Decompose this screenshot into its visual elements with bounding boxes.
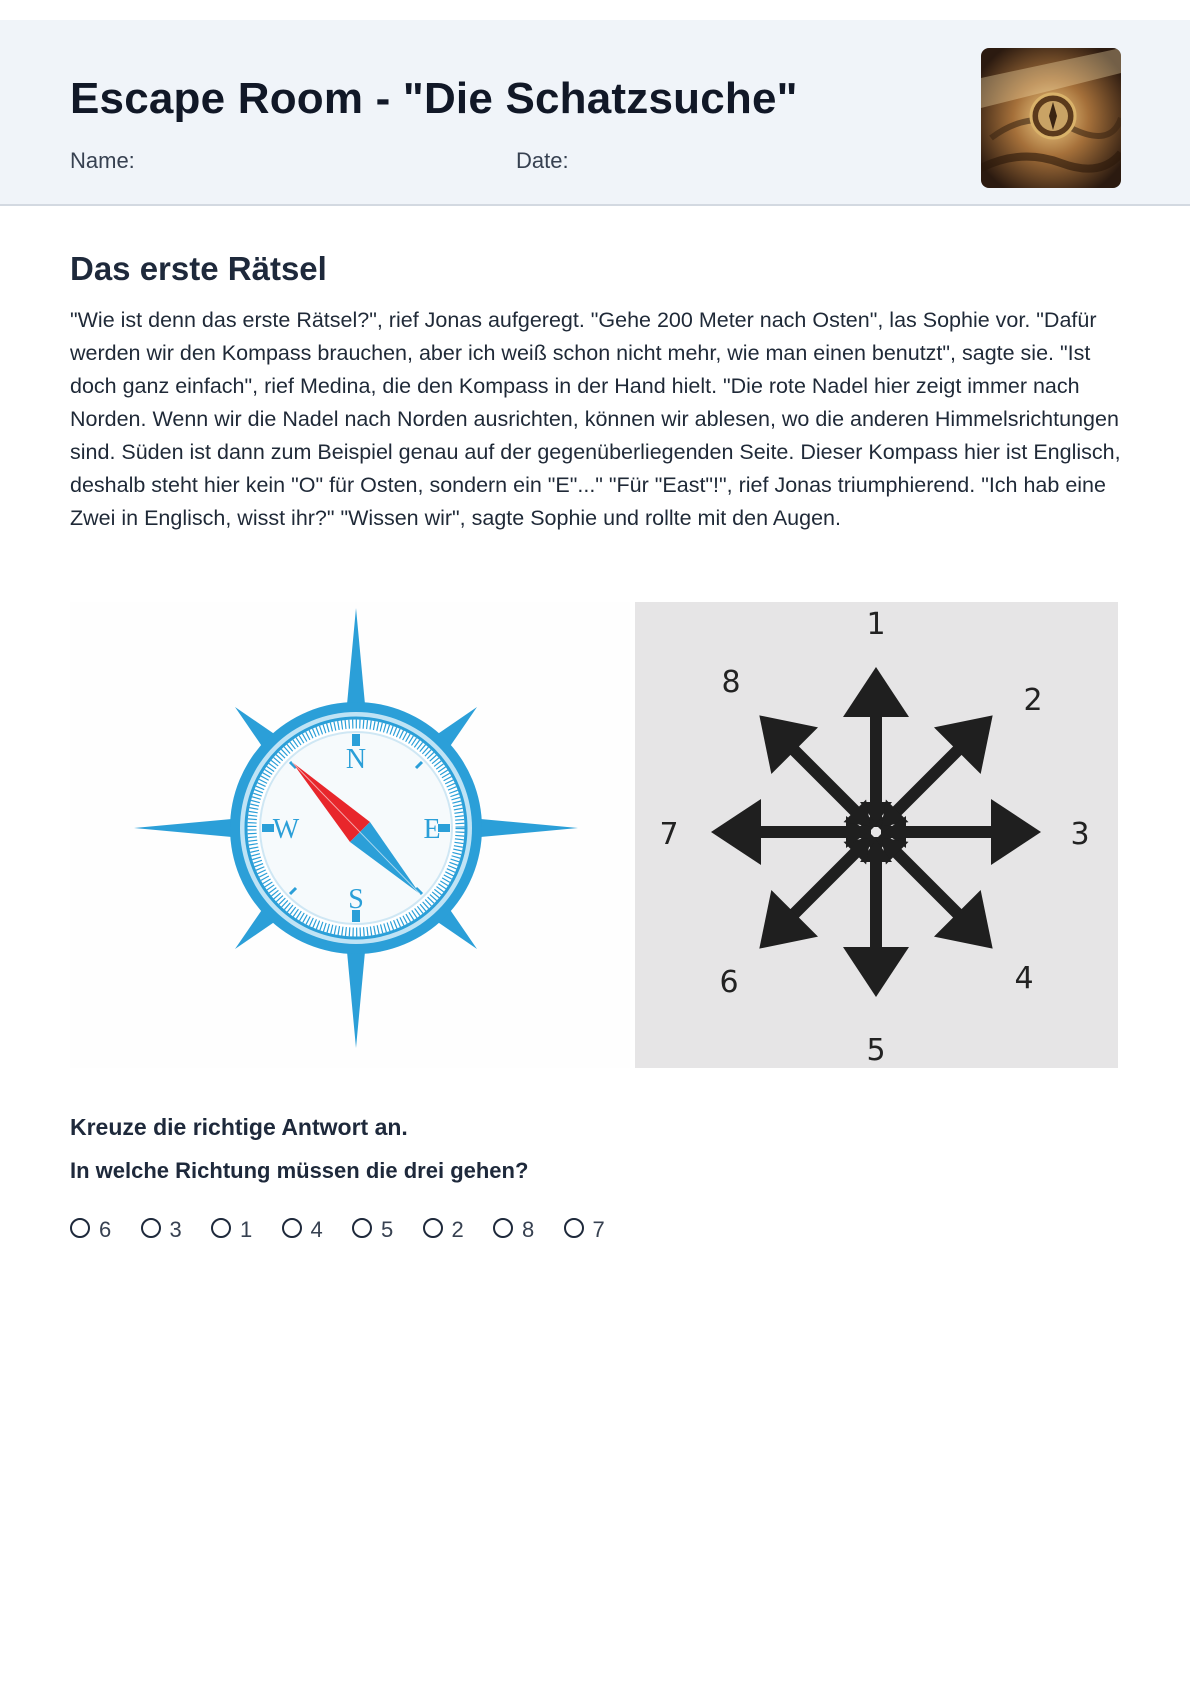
option-label: 4 [310, 1217, 323, 1242]
option-label: 8 [522, 1217, 535, 1242]
radio-button[interactable] [282, 1218, 302, 1238]
option-label: 6 [99, 1217, 112, 1242]
story-paragraph: "Wie ist denn das erste Rätsel?", rief Jonas aufgeregt. "Gehe 200 Meter nach Osten", las Sophie vor. "Dafür werden wir den Kompass brauchen, aber ich weiß schon nicht mehr, wie man einen benutzt", sagte sie. "Ist doch ganz einfach", rief Medina, die den Kompass in der Hand hielt. "Die rote Nadel hier zeigt immer nach Norden. Wenn wir die Nadel nach Norden ausrichten, können wir ablesen, wo die anderen Himmelsrichtungen sind. Süden ist dann zum Beispiel genau auf der gegenüberliegenden Seite. Dieser Kompass hier ist Englisch, deshalb steht hier kein "O" für Osten, sondern ein "E"..." "Für "East"!", rief Jonas triumphierend. "Ich hab eine Zwei in Englisch, wisst ihr?" "Wissen wir", sagte Sophie und rollte mit den Augen. [70, 308, 1121, 530]
option-label: 2 [451, 1217, 464, 1242]
answer-option-3[interactable] [141, 1213, 212, 1243]
arrow-label-8: 8 [721, 665, 741, 700]
answer-option-2[interactable] [423, 1213, 494, 1243]
section-heading: Das erste Rätsel [70, 250, 327, 287]
arrow-label-5: 5 [866, 1033, 886, 1068]
worksheet-header [0, 20, 1190, 206]
answer-option-6[interactable] [70, 1213, 141, 1243]
answer-option-8[interactable] [493, 1213, 564, 1243]
compass-letter-north: N [345, 744, 367, 775]
radio-button[interactable] [141, 1218, 161, 1238]
radio-button[interactable] [564, 1218, 584, 1238]
direction-arrows-image [635, 602, 1118, 1068]
question-text: In welche Richtung müssen die drei gehen? [70, 1158, 529, 1183]
answer-option-5[interactable] [352, 1213, 423, 1243]
page-title: Escape Room - "Die Schatzsuche" [70, 74, 798, 123]
radio-button[interactable] [493, 1218, 513, 1238]
arrow-label-7: 7 [659, 817, 679, 852]
radio-button[interactable] [211, 1218, 231, 1238]
compass-letter-south: S [348, 884, 364, 915]
instruction-text: Kreuze die richtige Antwort an. [70, 1114, 408, 1140]
answer-option-7[interactable] [564, 1213, 635, 1243]
arrow-label-2: 2 [1023, 683, 1043, 718]
radio-button[interactable] [70, 1218, 90, 1238]
option-label: 3 [169, 1217, 182, 1242]
compass-letter-east: E [423, 814, 441, 845]
answer-options [70, 1213, 634, 1243]
arrow-label-4: 4 [1014, 961, 1034, 996]
radio-button[interactable] [352, 1218, 372, 1238]
compass-image [70, 602, 630, 1068]
answer-option-1[interactable] [211, 1213, 282, 1243]
name-label: Name: [70, 148, 135, 173]
arrow-label-3: 3 [1070, 817, 1090, 852]
arrow-label-6: 6 [719, 965, 739, 1000]
treasure-map-image [981, 48, 1121, 188]
option-label: 5 [381, 1217, 394, 1242]
compass-letter-west: W [272, 814, 300, 845]
radio-button[interactable] [423, 1218, 443, 1238]
option-label: 7 [592, 1217, 605, 1242]
option-label: 1 [240, 1217, 253, 1242]
date-label: Date: [516, 148, 569, 173]
arrow-label-1: 1 [866, 607, 886, 642]
answer-option-4[interactable] [282, 1213, 353, 1243]
